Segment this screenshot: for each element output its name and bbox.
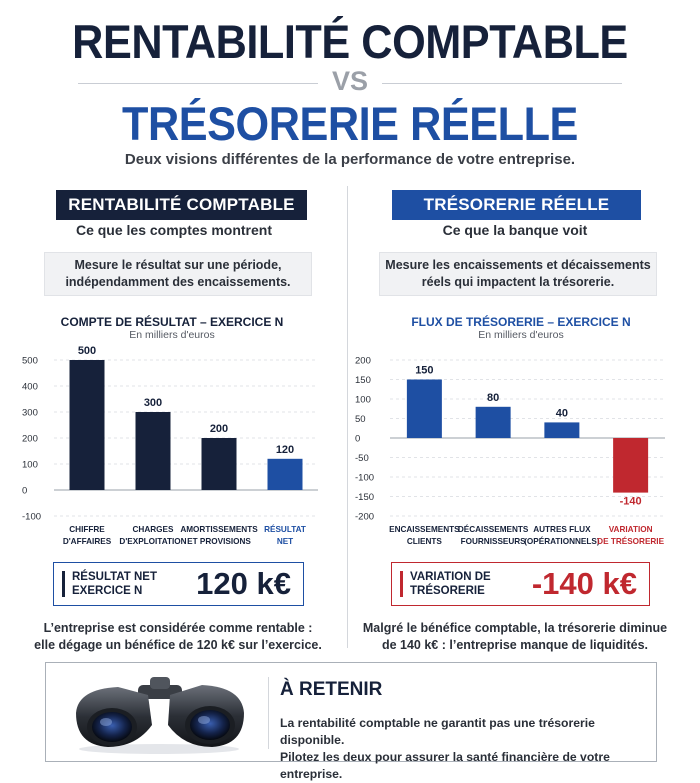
income-chart-category-label: D'AFFAIRES bbox=[62, 537, 112, 546]
takeaway-title: À RETENIR bbox=[280, 679, 383, 700]
income-chart-bar bbox=[70, 360, 105, 490]
cashflow-chart-bar bbox=[544, 422, 579, 438]
income-chart-bar bbox=[202, 438, 237, 490]
accounting-description bbox=[44, 252, 312, 296]
income-chart-y-tick-label: -100 bbox=[22, 511, 42, 523]
cashflow-chart-y-tick-label: 100 bbox=[355, 394, 371, 406]
net-result-accent bbox=[62, 571, 65, 597]
accounting-subtitle: Ce que les comptes montrent bbox=[75, 222, 273, 238]
income-chart-category-label: D'EXPLOITATION bbox=[119, 537, 187, 546]
accounting-badge: RENTABILITÉ COMPTABLE bbox=[56, 190, 307, 220]
cashflow-chart-bar bbox=[613, 438, 648, 493]
income-chart-y-tick-label: 500 bbox=[22, 355, 38, 367]
cashflow-chart-y-tick-label: -200 bbox=[355, 511, 375, 523]
cashflow-chart-category-label: DE TRÉSORERIE bbox=[597, 537, 665, 546]
income-chart-category-label: RÉSULTAT bbox=[264, 525, 306, 534]
income-chart-category-label: ET PROVISIONS bbox=[187, 537, 251, 546]
cash-description-line1: Mesure les encaissements et décaissements bbox=[385, 258, 651, 272]
cash-note bbox=[345, 620, 685, 654]
accounting-note-line2: elle dégage un bénéfice de 120 k€ sur l’exercice. bbox=[34, 638, 322, 652]
cashflow-chart bbox=[355, 344, 695, 549]
cashflow-chart-bar bbox=[407, 380, 442, 439]
income-chart-bar-value-label: 200 bbox=[209, 423, 229, 435]
income-chart-bar-value-label: 120 bbox=[275, 443, 295, 456]
cashflow-chart-bar bbox=[476, 407, 511, 438]
income-chart-category-label: CHIFFRE bbox=[69, 525, 105, 534]
income-chart-bar-value-label: 300 bbox=[143, 397, 163, 409]
main-title-line1: RENTABILITÉ COMPTABLE bbox=[72, 15, 628, 68]
cashflow-chart-y-tick-label: 0 bbox=[355, 433, 361, 445]
income-chart-category-label: AMORTISSEMENTS bbox=[180, 525, 258, 534]
income-statement-chart bbox=[8, 344, 348, 549]
income-chart-unit: En milliers d'euros bbox=[129, 329, 215, 341]
takeaway-line2: Pilotez les deux pour assurer la santé financière de votre entreprise. bbox=[280, 750, 610, 781]
cashflow-chart-category-label: VARIATION bbox=[608, 525, 653, 534]
income-chart-category-label: NET bbox=[276, 537, 294, 546]
cashflow-chart-y-tick-label: 50 bbox=[355, 414, 366, 425]
income-chart-title: COMPTE DE RÉSULTAT – EXERCICE N bbox=[60, 315, 284, 329]
cashflow-chart-y-tick-label: 150 bbox=[355, 375, 371, 386]
cashflow-chart-unit: En milliers d'euros bbox=[478, 329, 564, 341]
takeaway-divider bbox=[268, 677, 269, 749]
income-chart-bar bbox=[268, 459, 303, 490]
accounting-description-line2: indépendamment des encaissements. bbox=[65, 275, 291, 289]
cash-subtitle: Ce que la banque voit bbox=[442, 222, 588, 238]
net-result-value: 120 k€ bbox=[196, 566, 291, 601]
income-chart-category-label: CHARGES bbox=[132, 525, 174, 534]
accounting-note bbox=[8, 620, 348, 654]
cashflow-chart-bar-value-label: 40 bbox=[555, 407, 568, 420]
income-chart-bar bbox=[136, 412, 171, 490]
net-result-label-line1: RÉSULTAT NET bbox=[72, 571, 157, 583]
vs-text: VS bbox=[331, 66, 369, 96]
cashflow-chart-title: FLUX DE TRÉSORERIE – EXERCICE N bbox=[411, 315, 631, 329]
vs-separator bbox=[0, 66, 700, 96]
takeaway-line1: La rentabilité comptable ne garantit pas une trésorerie disponible. bbox=[280, 716, 595, 747]
cash-note-line2: de 140 k€ : l’entreprise manque de liquidités. bbox=[381, 638, 649, 652]
income-chart-y-tick-label: 200 bbox=[22, 433, 38, 445]
accounting-note-line1: L’entreprise est considérée comme rentable : bbox=[43, 621, 313, 635]
accounting-description-line1: Mesure le résultat sur une période, bbox=[74, 258, 282, 272]
cash-description bbox=[379, 252, 657, 296]
cash-variation-value: -140 k€ bbox=[531, 566, 637, 601]
cash-description-line2: réels qui impactent la trésorerie. bbox=[421, 275, 615, 289]
cashflow-chart-category-label: DÉCAISSEMENTS bbox=[457, 525, 529, 534]
key-takeaway-box bbox=[45, 662, 657, 781]
cashflow-chart-y-tick-label: -150 bbox=[355, 492, 375, 503]
cashflow-chart-category-label: ENCAISSEMENTS bbox=[389, 525, 460, 534]
net-result-label-line2: EXERCICE N bbox=[72, 585, 143, 597]
cashflow-chart-bar-value-label: 150 bbox=[415, 364, 434, 377]
net-result-box bbox=[53, 562, 304, 606]
cash-variation-label-line2: TRÉSORERIE bbox=[410, 585, 485, 597]
vs-line-right bbox=[382, 83, 622, 84]
income-chart-y-tick-label: 300 bbox=[22, 407, 38, 419]
cash-variation-accent bbox=[400, 571, 403, 597]
cash-variation-label bbox=[410, 570, 530, 598]
takeaway-text bbox=[280, 715, 656, 783]
cashflow-chart-y-tick-label: -100 bbox=[355, 472, 375, 484]
income-chart-y-tick-label: 0 bbox=[22, 485, 28, 497]
cash-badge: TRÉSORERIE RÉELLE bbox=[392, 190, 641, 220]
cashflow-chart-category-label: AUTRES FLUX bbox=[533, 525, 591, 534]
income-chart-y-tick-label: 400 bbox=[22, 381, 38, 393]
cashflow-chart-bar-value-label: 80 bbox=[487, 391, 500, 404]
cashflow-chart-category-label: FOURNISSEURS bbox=[460, 537, 526, 546]
cashflow-chart-category-label: CLIENTS bbox=[406, 537, 442, 546]
accounting-panel bbox=[8, 186, 348, 652]
cashflow-chart-y-tick-label: 200 bbox=[355, 355, 371, 367]
page-subtitle: Deux visions différentes de la performance de votre entreprise. bbox=[124, 151, 576, 168]
cash-note-line1: Malgré le bénéfice comptable, la trésorerie diminue bbox=[362, 621, 668, 635]
income-chart-y-tick-label: 100 bbox=[22, 459, 38, 471]
income-chart-bar-value-label: 500 bbox=[77, 345, 97, 357]
binoculars-icon bbox=[66, 669, 252, 755]
cashflow-chart-y-tick-label: -50 bbox=[355, 453, 369, 464]
net-result-label bbox=[72, 570, 192, 598]
cashflow-chart-category-label: (OPÉRATIONNELS) bbox=[524, 537, 600, 546]
cash-variation-box bbox=[391, 562, 650, 606]
cashflow-chart-bar-value-label: -140 bbox=[619, 495, 642, 508]
cash-variation-label-line1: VARIATION DE bbox=[410, 571, 491, 583]
cash-panel bbox=[355, 186, 695, 652]
main-title-line2: TRÉSORERIE RÉELLE bbox=[122, 97, 578, 150]
